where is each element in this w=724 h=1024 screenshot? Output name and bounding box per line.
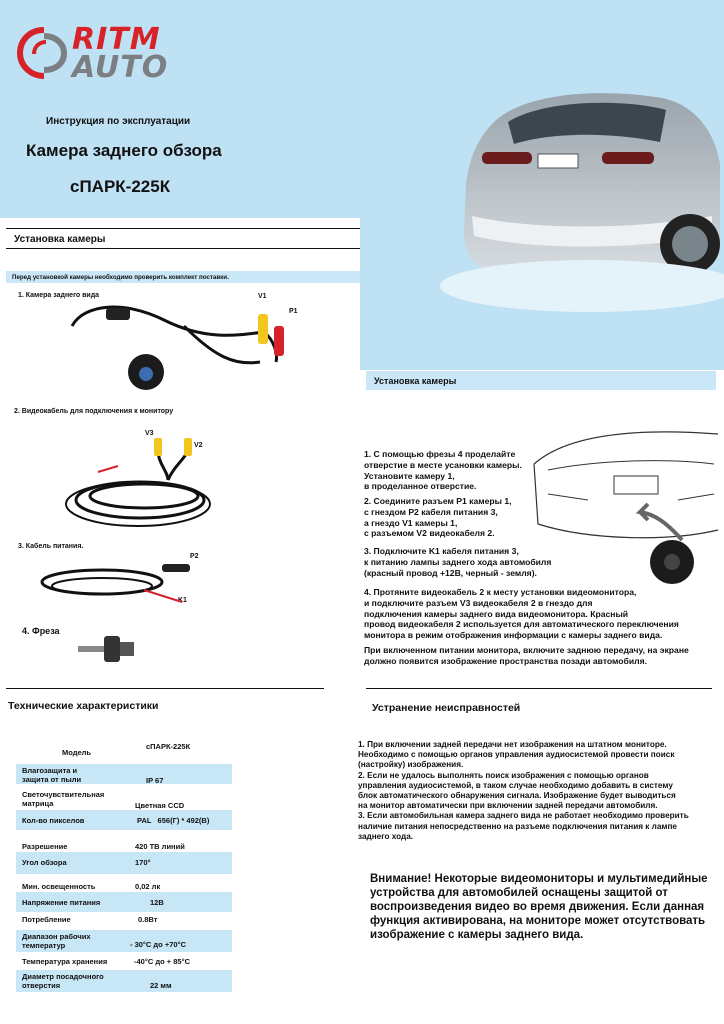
spec-resolution-value: 420 ТВ линий	[135, 842, 185, 851]
manual-caption: Инструкция по эксплуатации	[46, 116, 191, 127]
brand-logo	[14, 22, 224, 85]
spec-angle-label: Угол обзора	[22, 858, 67, 867]
item-cutter-label: 4. Фреза	[22, 626, 60, 636]
spec-optemp-label: Диапазон рабочих температур	[22, 932, 91, 950]
rear-camera-image	[64, 296, 296, 396]
step-2: 2. Соедините разъем P1 камеры 1, с гнездом P2 кабеля питания 3, а гнездо V1 камеры 1, с разъемом V2 видеокабеля 2.	[364, 496, 512, 539]
spec-matrix-label: Светочувствительная матрица	[22, 790, 105, 808]
camera-photo	[646, 536, 698, 588]
logo-line2: AUTO	[72, 50, 169, 85]
spec-hole-label: Диаметр посадочного отверстия	[22, 972, 104, 990]
spec-ip-value: IP 67	[146, 776, 164, 785]
spec-lux-label: Мин. освещенность	[22, 882, 96, 891]
spec-matrix-value: Цветная CCD	[135, 801, 185, 810]
install-top-rule	[6, 228, 360, 229]
specs-heading: Технические характеристики	[8, 700, 159, 712]
tag-k1: K1	[178, 597, 187, 604]
spec-storage-value: -40°С до + 85°С	[134, 957, 190, 966]
spec-power-label: Потребление	[22, 915, 71, 924]
hole-cutter-image	[76, 630, 146, 668]
logo-line1: RITM	[72, 22, 161, 57]
spec-power-value: 0.8Вт	[138, 915, 158, 924]
spec-pixels-value: PAL 656(Г) * 492(В)	[137, 816, 210, 825]
specs-top-rule	[6, 688, 324, 689]
step-4: 4. Протяните видеокабель 2 к месту установки видеомонитора, и подключите разъем V3 видеокабеля 2 в гнездо для подключения камеры заднего вида видеомонитора. Красный провод видеокабеля 2 используется для автоматического переключения монитора в режим отображения информации с камеры заднего вида.	[364, 587, 679, 641]
step-final: При включенном питании монитора, включите заднюю передачу, на экране должно появится изображение пространства позади автомобиля.	[364, 645, 689, 666]
step-3: 3. Подключите K1 кабеля питания 3, к питанию лампы заднего хода автомобиля (красный провод +12В, черный - земля).	[364, 546, 552, 578]
spec-angle-value: 170°	[135, 858, 151, 867]
right-divider	[366, 688, 712, 689]
install-bottom-rule	[6, 248, 360, 249]
logo-swirl-icon	[14, 24, 74, 82]
page-title: Камера заднего обзора	[26, 141, 222, 160]
spec-ip-label: Влагозащита и защита от пыли	[22, 766, 82, 784]
power-cable-image	[32, 556, 202, 612]
road-shadow	[440, 256, 724, 366]
spec-lux-value: 0,02 лк	[135, 882, 161, 891]
spec-model-value: сПАРК-225К	[146, 742, 191, 751]
item-camera-label: 1. Камера заднего вида	[18, 292, 100, 299]
spec-storage-label: Температура хранения	[22, 957, 108, 966]
tag-v1: V1	[258, 293, 267, 300]
troubleshoot-heading: Устранение неисправностей	[372, 702, 521, 714]
step-1: 1. С помощью фрезы 4 проделайте отверстие в месте усановки камеры. Установите камеру 1, в проделанное отверстие.	[364, 449, 522, 492]
tag-p1: P1	[289, 308, 298, 315]
video-cable-image	[58, 430, 258, 530]
spec-model-label: Модель	[62, 748, 92, 757]
spec-optemp-value: - 30°С до +70°С	[130, 940, 186, 949]
troubleshoot-text: 1. При включении задней передачи нет изображения на штатном мониторе. Необходимо с помощью органов управления аудиосистемой провести поиск (настройку) изображения. 2. Если не удалось выполнять поиск изображения с помощью органов управления аудиосистемой, в таком случае необходимо добавить в систему блок автоматического обнаружения сигнала. Изображение будет выводиться на монитор автоматически при включении задней передачи автомобиля. 3. Если автомобильная камера заднего вида не работает необходимо проверить наличие питания непосредственно на разъеме подключения питания к лампе заднего хода.	[358, 740, 689, 841]
kit-note: Перед установкой камеры необходимо проверить комплект поставки.	[12, 274, 229, 281]
tag-p2: P2	[190, 553, 199, 560]
tag-v2: V2	[194, 442, 203, 449]
spec-resolution-label: Разрешение	[22, 842, 68, 851]
tag-v3: V3	[145, 430, 154, 437]
install-right-heading: Установка камеры	[374, 376, 457, 386]
item-videocable-label: 2. Видеокабель для подключения к монитору	[14, 408, 174, 415]
car-outline-image	[528, 424, 724, 554]
item-power-label: 3. Кабель питания.	[18, 543, 84, 550]
spec-pixels-label: Кол-во пикселов	[22, 816, 85, 825]
spec-voltage-label: Напряжение питания	[22, 898, 101, 907]
model-title: сПАРК-225К	[70, 177, 171, 196]
warning-note: Внимание! Некоторые видеомониторы и мультимедийные устройства для автомобилей оснащены защитой от воспроизведения видео во время движения. Если данная функция активирована, на мониторе может отсутствовать изображение с камеры заднего вида.	[370, 873, 708, 941]
spec-hole-value: 22 мм	[150, 981, 172, 990]
install-heading: Установка камеры	[14, 234, 106, 245]
spec-voltage-value: 12В	[150, 898, 164, 907]
